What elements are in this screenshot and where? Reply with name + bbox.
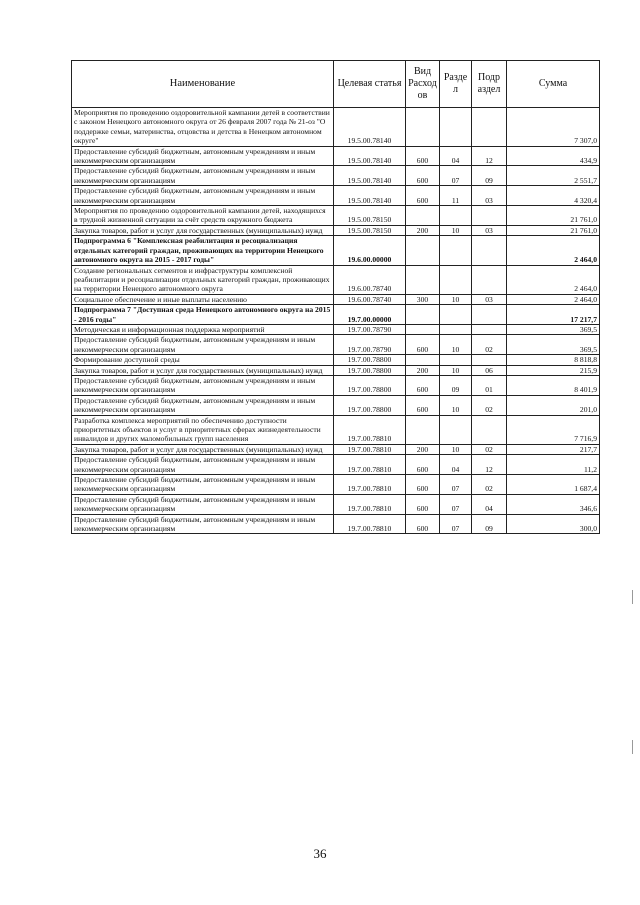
cell-name: Социальное обеспечение и иные выплаты населению [72, 294, 334, 304]
cell-expense-type: 200 [406, 225, 440, 235]
cell-subsection [472, 324, 507, 334]
header-expense-type: Вид Расход ов [406, 61, 440, 108]
cell-name: Подпрограмма 7 "Доступная среда Ненецкого автономного округа на 2015 - 2016 годы" [72, 305, 334, 325]
cell-name: Создание региональных сегментов и инфраструктуры комплексной реабилитации и ресоциализации отдельных категорий граждан, проживающих на территории Ненецкого автономного округа [72, 265, 334, 294]
table-row [72, 455, 600, 475]
cell-section [440, 324, 472, 334]
cell-expense-type [406, 305, 440, 325]
cell-name: Закупка товаров, работ и услуг для государственных (муниципальных) нужд [72, 225, 334, 235]
cell-amount: 300,0 [507, 514, 600, 534]
cell-section: 10 [440, 395, 472, 415]
cell-subsection [472, 415, 507, 444]
cell-expense-type [406, 108, 440, 147]
cell-section: 10 [440, 335, 472, 355]
cell-section: 10 [440, 294, 472, 304]
cell-target: 19.7.00.78800 [334, 365, 406, 375]
cell-target: 19.7.00.78790 [334, 324, 406, 334]
table-row [72, 475, 600, 495]
cell-target: 19.7.00.78790 [334, 335, 406, 355]
cell-amount: 8 401,9 [507, 375, 600, 395]
cell-subsection: 02 [472, 444, 507, 454]
cell-expense-type: 600 [406, 335, 440, 355]
cell-subsection: 02 [472, 335, 507, 355]
scan-mark [632, 740, 633, 754]
cell-section: 10 [440, 444, 472, 454]
cell-subsection [472, 108, 507, 147]
cell-target: 19.7.00.78810 [334, 444, 406, 454]
cell-amount: 346,6 [507, 494, 600, 514]
cell-target: 19.5.00.78140 [334, 186, 406, 206]
cell-target: 19.5.00.78150 [334, 206, 406, 226]
header-subsection: Подр аздел [472, 61, 507, 108]
cell-subsection [472, 265, 507, 294]
table-row [72, 395, 600, 415]
cell-name: Предоставление субсидий бюджетным, автономным учреждениям и иным некоммерческим организациям [72, 494, 334, 514]
table-row [72, 305, 600, 325]
table-row [72, 494, 600, 514]
cell-amount: 434,9 [507, 146, 600, 166]
cell-target: 19.7.00.78800 [334, 375, 406, 395]
cell-name: Подпрограмма 6 "Комплексная реабилитация и ресоциализация отдельных категорий граждан, проживающих на территории Ненецкого автономного округа на 2015 - 2017 годы" [72, 236, 334, 265]
header-target: Целевая статья [334, 61, 406, 108]
cell-subsection [472, 355, 507, 365]
cell-target: 19.6.00.00000 [334, 236, 406, 265]
cell-section [440, 236, 472, 265]
cell-target: 19.7.00.00000 [334, 305, 406, 325]
cell-name: Методическая и информационная поддержка мероприятий [72, 324, 334, 334]
table-row [72, 514, 600, 534]
header-section: Разде л [440, 61, 472, 108]
cell-expense-type: 600 [406, 375, 440, 395]
cell-target: 19.5.00.78140 [334, 166, 406, 186]
cell-expense-type [406, 206, 440, 226]
cell-expense-type [406, 415, 440, 444]
table-row [72, 225, 600, 235]
table-row [72, 335, 600, 355]
cell-target: 19.5.00.78140 [334, 146, 406, 166]
table-row [72, 265, 600, 294]
cell-section [440, 305, 472, 325]
table-row [72, 324, 600, 334]
cell-target: 19.5.00.78150 [334, 225, 406, 235]
cell-expense-type: 600 [406, 146, 440, 166]
cell-section: 04 [440, 146, 472, 166]
cell-amount: 369,5 [507, 335, 600, 355]
cell-name: Мероприятия по проведению оздоровительной кампании детей, находящихся в трудной жизненной ситуации за счёт средств окружного бюджета [72, 206, 334, 226]
table-row [72, 415, 600, 444]
cell-name: Предоставление субсидий бюджетным, автономным учреждениям и иным некоммерческим организациям [72, 166, 334, 186]
cell-amount: 201,0 [507, 395, 600, 415]
cell-name: Предоставление субсидий бюджетным, автономным учреждениям и иным некоммерческим организациям [72, 146, 334, 166]
table-row [72, 146, 600, 166]
cell-subsection [472, 236, 507, 265]
cell-expense-type: 600 [406, 514, 440, 534]
cell-amount: 2 464,0 [507, 236, 600, 265]
cell-expense-type: 200 [406, 365, 440, 375]
cell-subsection: 12 [472, 455, 507, 475]
cell-amount: 369,5 [507, 324, 600, 334]
page-number: 36 [313, 846, 327, 861]
cell-expense-type: 600 [406, 475, 440, 495]
cell-section: 07 [440, 514, 472, 534]
cell-subsection: 03 [472, 186, 507, 206]
cell-target: 19.7.00.78800 [334, 395, 406, 415]
cell-subsection: 12 [472, 146, 507, 166]
table-row [72, 375, 600, 395]
cell-expense-type [406, 265, 440, 294]
cell-subsection: 03 [472, 294, 507, 304]
cell-expense-type: 600 [406, 395, 440, 415]
budget-table [71, 60, 600, 534]
cell-section [440, 108, 472, 147]
cell-section: 11 [440, 186, 472, 206]
cell-expense-type [406, 324, 440, 334]
cell-amount: 8 818,8 [507, 355, 600, 365]
table-header-row [72, 61, 600, 108]
cell-amount: 21 761,0 [507, 206, 600, 226]
cell-section: 04 [440, 455, 472, 475]
cell-target: 19.5.00.78140 [334, 108, 406, 147]
cell-expense-type: 600 [406, 186, 440, 206]
cell-section: 07 [440, 494, 472, 514]
cell-expense-type [406, 355, 440, 365]
cell-amount: 2 464,0 [507, 294, 600, 304]
cell-amount: 1 687,4 [507, 475, 600, 495]
cell-name: Закупка товаров, работ и услуг для государственных (муниципальных) нужд [72, 365, 334, 375]
cell-expense-type: 200 [406, 444, 440, 454]
table-row [72, 355, 600, 365]
cell-expense-type [406, 236, 440, 265]
cell-name: Предоставление субсидий бюджетным, автономным учреждениям и иным некоммерческим организациям [72, 455, 334, 475]
cell-target: 19.6.00.78740 [334, 294, 406, 304]
cell-section [440, 206, 472, 226]
cell-subsection: 02 [472, 475, 507, 495]
table-row [72, 186, 600, 206]
cell-expense-type: 600 [406, 166, 440, 186]
cell-name: Предоставление субсидий бюджетным, автономным учреждениям и иным некоммерческим организациям [72, 514, 334, 534]
table-row [72, 166, 600, 186]
table-row [72, 206, 600, 226]
cell-subsection: 01 [472, 375, 507, 395]
table-row [72, 236, 600, 265]
cell-target: 19.7.00.78810 [334, 415, 406, 444]
cell-name: Мероприятия по проведению оздоровительной кампании детей в соответствии с законом Ненецкого автономного округа от 26 февраля 2007 года № 21-оз "О поддержке семьи, материнства, отцовства и детства в Ненецком автономном округе" [72, 108, 334, 147]
cell-section [440, 265, 472, 294]
cell-section [440, 355, 472, 365]
cell-target: 19.7.00.78810 [334, 514, 406, 534]
cell-name: Предоставление субсидий бюджетным, автономным учреждениям и иным некоммерческим организациям [72, 395, 334, 415]
cell-amount: 7 307,0 [507, 108, 600, 147]
cell-amount: 2 464,0 [507, 265, 600, 294]
cell-section: 09 [440, 375, 472, 395]
header-amount: Сумма [507, 61, 600, 108]
cell-target: 19.7.00.78810 [334, 475, 406, 495]
table-row [72, 294, 600, 304]
cell-section: 07 [440, 166, 472, 186]
cell-amount: 4 320,4 [507, 186, 600, 206]
cell-section: 10 [440, 225, 472, 235]
cell-amount: 2 551,7 [507, 166, 600, 186]
cell-section: 10 [440, 365, 472, 375]
cell-name: Предоставление субсидий бюджетным, автономным учреждениям и иным некоммерческим организациям [72, 186, 334, 206]
cell-amount: 7 716,9 [507, 415, 600, 444]
cell-subsection [472, 305, 507, 325]
table-row [72, 108, 600, 147]
cell-subsection [472, 206, 507, 226]
cell-name: Закупка товаров, работ и услуг для государственных (муниципальных) нужд [72, 444, 334, 454]
cell-subsection: 02 [472, 395, 507, 415]
cell-subsection: 06 [472, 365, 507, 375]
cell-target: 19.7.00.78810 [334, 455, 406, 475]
cell-section: 07 [440, 475, 472, 495]
cell-subsection: 03 [472, 225, 507, 235]
table-body [72, 108, 600, 534]
cell-target: 19.7.00.78800 [334, 355, 406, 365]
cell-subsection: 09 [472, 166, 507, 186]
header-name: Наименование [72, 61, 334, 108]
cell-target: 19.6.00.78740 [334, 265, 406, 294]
cell-name: Предоставление субсидий бюджетным, автономным учреждениям и иным некоммерческим организациям [72, 375, 334, 395]
cell-name: Предоставление субсидий бюджетным, автономным учреждениям и иным некоммерческим организациям [72, 335, 334, 355]
cell-subsection: 09 [472, 514, 507, 534]
cell-amount: 215,9 [507, 365, 600, 375]
cell-name: Предоставление субсидий бюджетным, автономным учреждениям и иным некоммерческим организациям [72, 475, 334, 495]
cell-amount: 17 217,7 [507, 305, 600, 325]
cell-name: Формирование доступной среды [72, 355, 334, 365]
cell-subsection: 04 [472, 494, 507, 514]
cell-expense-type: 300 [406, 294, 440, 304]
table-row [72, 444, 600, 454]
cell-amount: 21 761,0 [507, 225, 600, 235]
cell-amount: 11,2 [507, 455, 600, 475]
cell-name: Разработка комплекса мероприятий по обеспечению доступности приоритетных объектов и услуг в приоритетных сферах жизнедеятельности инвалидов и других маломобильных групп населения [72, 415, 334, 444]
cell-expense-type: 600 [406, 494, 440, 514]
cell-expense-type: 600 [406, 455, 440, 475]
table-row [72, 365, 600, 375]
cell-amount: 217,7 [507, 444, 600, 454]
cell-section [440, 415, 472, 444]
cell-target: 19.7.00.78810 [334, 494, 406, 514]
scan-mark [632, 590, 633, 604]
